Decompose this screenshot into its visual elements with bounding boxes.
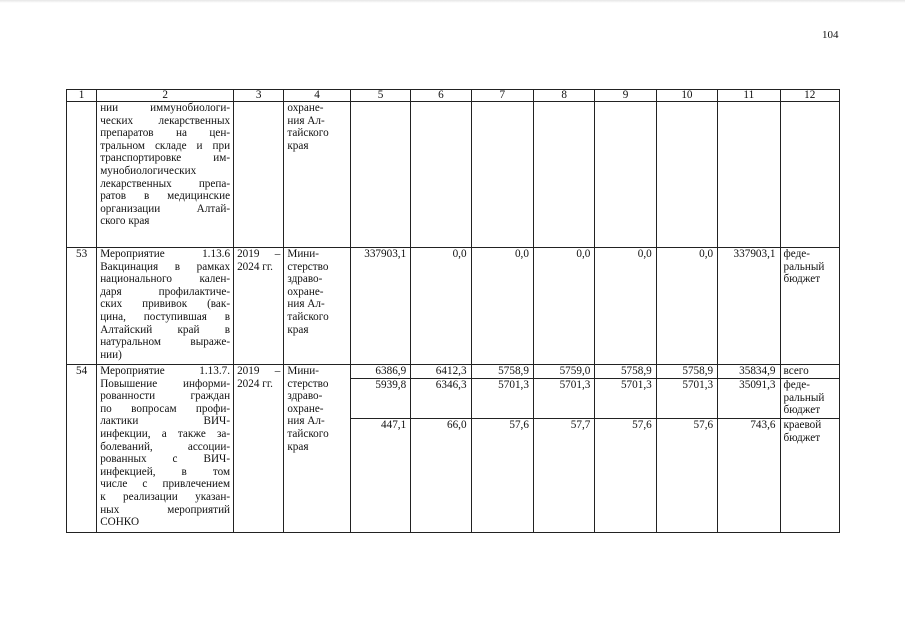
cell-period [234,365,284,533]
cell-executor [284,248,350,365]
header-col-7: 7 [471,90,533,102]
cell-value: 337903,1 [350,248,410,365]
cell-executor [284,102,350,248]
text-line: препаратов на цен- [100,127,231,140]
cell-description [97,365,234,533]
text-line: ния Ал- [287,114,325,127]
text-line: национального кален- [100,273,231,286]
text-line: по вопросам профи- [100,402,231,415]
cell-executor [284,365,350,533]
text-line: ского края [100,215,150,228]
cell-value: 0,0 [595,248,656,365]
text-line: края [287,139,309,152]
text-line: бюджет [783,431,821,444]
text-line: феде- [783,379,810,391]
cell-value [350,102,410,248]
text-line: охране- [287,285,324,298]
table-header-row [67,90,840,102]
cell-value: 0,0 [411,248,471,365]
text-line: ских прививок (вак- [100,298,231,311]
table-row-continuation [67,102,840,248]
text-line: здраво- [287,273,323,286]
text-line: даря профилактиче- [100,285,231,298]
header-col-3: 3 [234,90,284,102]
cell-source [780,248,840,365]
cell-value [471,102,533,248]
header-col-10: 10 [656,90,717,102]
text-line: бюджет [783,273,821,286]
text-line: цина, поступившая в [100,310,231,323]
table-row-54-total [67,365,840,379]
cell-value [411,102,471,248]
text-line: ральный [783,391,825,404]
text-line: нии) [100,348,122,361]
cell-value: 5758,9 [471,365,533,379]
header-col-8: 8 [533,90,594,102]
text-line: Мини- [287,248,320,260]
header-col-5: 5 [350,90,410,102]
text-line: лекарственных препа- [100,177,231,190]
text-line: ральный [783,260,825,273]
cell-value: 447,1 [350,419,410,533]
text-line: края [287,440,309,453]
cell-value: 57,6 [471,419,533,533]
header-col-6: 6 [411,90,471,102]
text-line: ратов в медицинские [100,190,231,203]
text-line: Мини- [287,365,320,377]
text-line: Алтайский край в [100,323,231,336]
text-line: СОНКО [100,516,140,529]
row-number: 54 [67,365,97,533]
cell-value [718,102,780,248]
cell-value [656,102,717,248]
cell-source [780,379,840,419]
header-col-2: 2 [97,90,234,102]
text-line: инфекции, а также за- [100,427,231,440]
header-col-9: 9 [595,90,656,102]
text-line: инфекцией, в том [100,465,231,478]
text-line: ния Ал- [287,415,325,428]
text-line: ния Ал- [287,298,325,311]
cell-value: 0,0 [471,248,533,365]
cell-value: 0,0 [533,248,594,365]
text-line: лактики ВИЧ- [100,415,231,428]
cell-value: 66,0 [411,419,471,533]
cell-period [234,248,284,365]
cell-value: 6386,9 [350,365,410,379]
cell-value: 5758,9 [656,365,717,379]
cell-value [595,102,656,248]
text-line: бюджет [783,404,821,417]
text-line: стерство [287,377,329,390]
header-col-1: 1 [67,90,97,102]
text-line: тайского [287,127,329,140]
cell-description [97,248,234,365]
cell-value: 5758,9 [595,365,656,379]
text-line: краевой [783,419,822,431]
text-line: 2024 гг. [237,377,273,390]
cell-value: 57,6 [595,419,656,533]
text-line: болеваний, ассоции- [100,440,231,453]
cell-value: 6346,3 [411,379,471,419]
cell-value: 337903,1 [718,248,780,365]
text-line: 2019 – [237,365,281,377]
cell-source [780,365,840,379]
cell-value: 35834,9 [718,365,780,379]
cell-value: 5701,3 [595,379,656,419]
text-line: всего [783,365,809,377]
cell-num [67,102,97,248]
cell-value: 57,6 [656,419,717,533]
cell-value: 743,6 [718,419,780,533]
text-line: тральном складе и при [100,139,231,152]
row-number: 53 [67,248,97,365]
text-line: стерство [287,260,329,273]
header-col-4: 4 [284,90,350,102]
cell-source [780,419,840,533]
text-line: Повышение информи- [100,377,231,390]
text-line: рованности граждан [100,390,231,403]
text-line: 2024 гг. [237,260,273,273]
page-number: 104 [822,29,839,41]
budget-table [66,89,840,533]
text-line: тайского [287,427,329,440]
text-line: натуральном выраже- [100,336,231,349]
cell-value: 5701,3 [533,379,594,419]
text-line: транспортировке им- [100,152,231,165]
table-row-53 [67,248,840,365]
text-line: феде- [783,248,810,260]
text-line: ческих лекарственных [100,114,231,127]
cell-source [780,102,840,248]
cell-value: 35091,3 [718,379,780,419]
cell-period [234,102,284,248]
cell-value [533,102,594,248]
text-line: к реализации указан- [100,490,231,503]
text-line: мунобиологических [100,164,197,177]
header-col-11: 11 [718,90,780,102]
cell-description [97,102,234,248]
text-line: Вакцинация в рамках [100,260,231,273]
text-line: ных мероприятий [100,503,231,516]
cell-value: 5701,3 [656,379,717,419]
text-line: Мероприятие 1.13.6 [100,248,231,260]
text-line: Мероприятие 1.13.7. [100,365,231,377]
header-col-12: 12 [780,90,840,102]
cell-value: 5759,0 [533,365,594,379]
text-line: рованных с ВИЧ- [100,453,231,466]
cell-value: 5939,8 [350,379,410,419]
text-line: числе с привлечением [100,478,231,491]
text-line: здраво- [287,390,323,403]
text-line: организации Алтай- [100,202,231,215]
cell-value: 6412,3 [411,365,471,379]
text-line: тайского [287,310,329,323]
text-line: охране- [287,402,324,415]
cell-value: 57,7 [533,419,594,533]
text-line: 2019 – [237,248,281,260]
cell-value: 0,0 [656,248,717,365]
cell-value: 5701,3 [471,379,533,419]
scan-edge [0,0,905,3]
text-line: нии иммунобиологи- [100,102,231,114]
text-line: края [287,323,309,336]
text-line: охране- [287,102,324,114]
